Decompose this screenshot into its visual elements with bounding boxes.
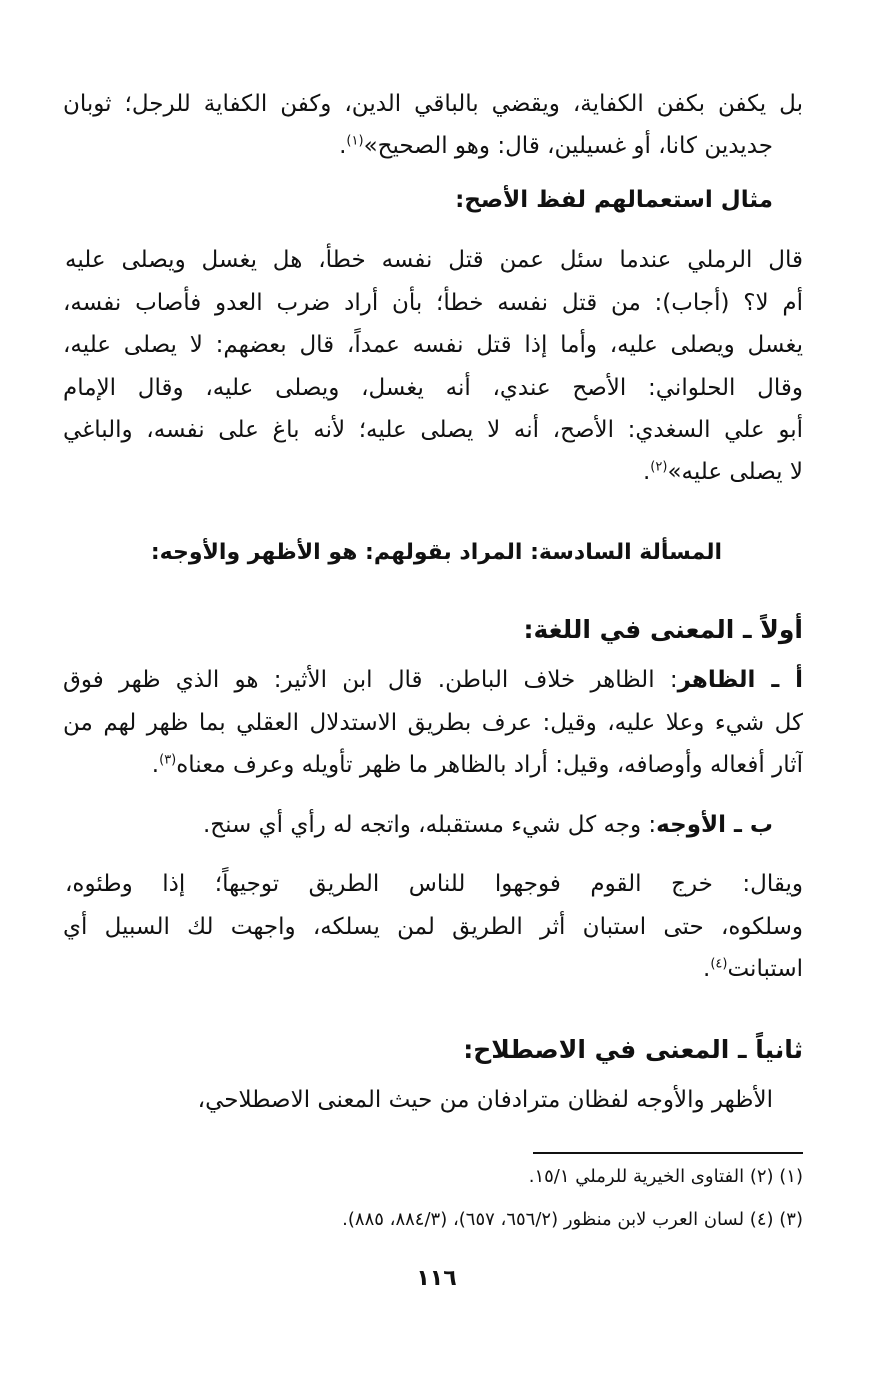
text: وسلكوه، حتى استبان أثر الطريق لمن يسلكه، واجهت لك السبيل أي: [63, 914, 803, 940]
body-line: [63, 283, 803, 323]
text: الأظهر والأوجه لفظان مترادفان من حيث المعنى الاصطلاحي،: [197, 1087, 773, 1113]
text: كل شيء وعلا عليه، وقيل: عرف بطريق الاستدلال العقلي بما ظهر لهم من: [63, 710, 803, 736]
text: استبانت: [727, 956, 803, 982]
body-line: [63, 745, 803, 785]
text: جديدين كانا، أو غسيلين، قال: وهو الصحيح»: [363, 133, 773, 159]
text: قال الرملي عندما سئل عمن قتل نفسه خطأ، هل يغسل ويصلى عليه: [65, 247, 803, 273]
text: .: [703, 956, 711, 982]
first-heading: أولاً ـ المعنى في اللغة:: [523, 615, 803, 644]
footnote: (١) (٢) الفتاوى الخيرية للرملي ١٥/١.: [528, 1166, 803, 1187]
body-line: [63, 84, 803, 124]
footnote-ref: (١): [346, 133, 364, 149]
text: .: [151, 752, 160, 778]
body-line: [73, 805, 773, 845]
footnote-separator: [533, 1152, 803, 1154]
text: أبو علي السغدي: الأصح، أنه لا يصلى عليه؛ لأنه باغ على نفسه، والباغي: [63, 417, 803, 443]
text: .: [642, 459, 651, 485]
second-heading: ثانياً ـ المعنى في الاصطلاح:: [463, 1035, 803, 1064]
text: .: [339, 133, 347, 159]
body-line: [63, 452, 803, 492]
body-line: [63, 703, 803, 743]
text: : الظاهر خلاف الباطن. قال ابن الأثير: هو الذي ظهر فوق: [63, 667, 678, 693]
text: أم لا؟ (أجاب): من قتل نفسه خطأ؛ بأن أراد ضرب العدو فأصاب نفسه،: [63, 290, 803, 316]
term-label: أ ـ الظاهر: [677, 667, 803, 693]
example-heading: مثال استعمالهم لفظ الأصح:: [455, 187, 773, 213]
page-number: ١١٦: [416, 1266, 457, 1291]
text: يغسل ويصلى عليه، وأما إذا قتل نفسه عمداً، قال بعضهم: لا يصلى عليه،: [63, 332, 803, 358]
footnote: (٣) (٤) لسان العرب لابن منظور (٦٥٦/٢، ٦٥٧)، (٨٨٤/٣، ٨٨٥).: [342, 1209, 803, 1230]
footnote-ref: (٤): [710, 956, 728, 972]
body-line: [63, 325, 803, 365]
footnote-ref: (٢): [650, 459, 668, 475]
text: ويقال: خرج القوم فوجهوا للناس الطريق توجيهاً؛ إذا وطئوه،: [65, 871, 803, 897]
section-title: المسألة السادسة: المراد بقولهم: هو الأظهر والأوجه:: [150, 540, 723, 565]
body-line: [65, 240, 803, 280]
body-line: [65, 864, 803, 904]
term-label: ب ـ الأوجه: [656, 812, 773, 838]
body-line: [63, 660, 803, 700]
footnote-ref: (٣): [159, 752, 177, 768]
body-line: [63, 126, 773, 166]
text: لا يصلى عليه»: [667, 459, 803, 485]
text: : وجه كل شيء مستقبله، واتجه له رأي أي سنح.: [202, 812, 657, 838]
body-line: [63, 949, 803, 989]
body-line: [63, 368, 803, 408]
body-line: [73, 1080, 773, 1120]
text: وقال الحلواني: الأصح عندي، أنه يغسل، ويصلى عليه، وقال الإمام: [63, 375, 803, 401]
text: بل يكفن بكفن الكفاية، ويقضي بالباقي الدين، وكفن الكفاية للرجل؛ ثوبان: [63, 91, 803, 117]
body-line: [63, 410, 803, 450]
body-line: [63, 907, 803, 947]
text: آثار أفعاله وأوصافه، وقيل: أراد بالظاهر ما ظهر تأويله وعرف معناه: [176, 752, 803, 778]
